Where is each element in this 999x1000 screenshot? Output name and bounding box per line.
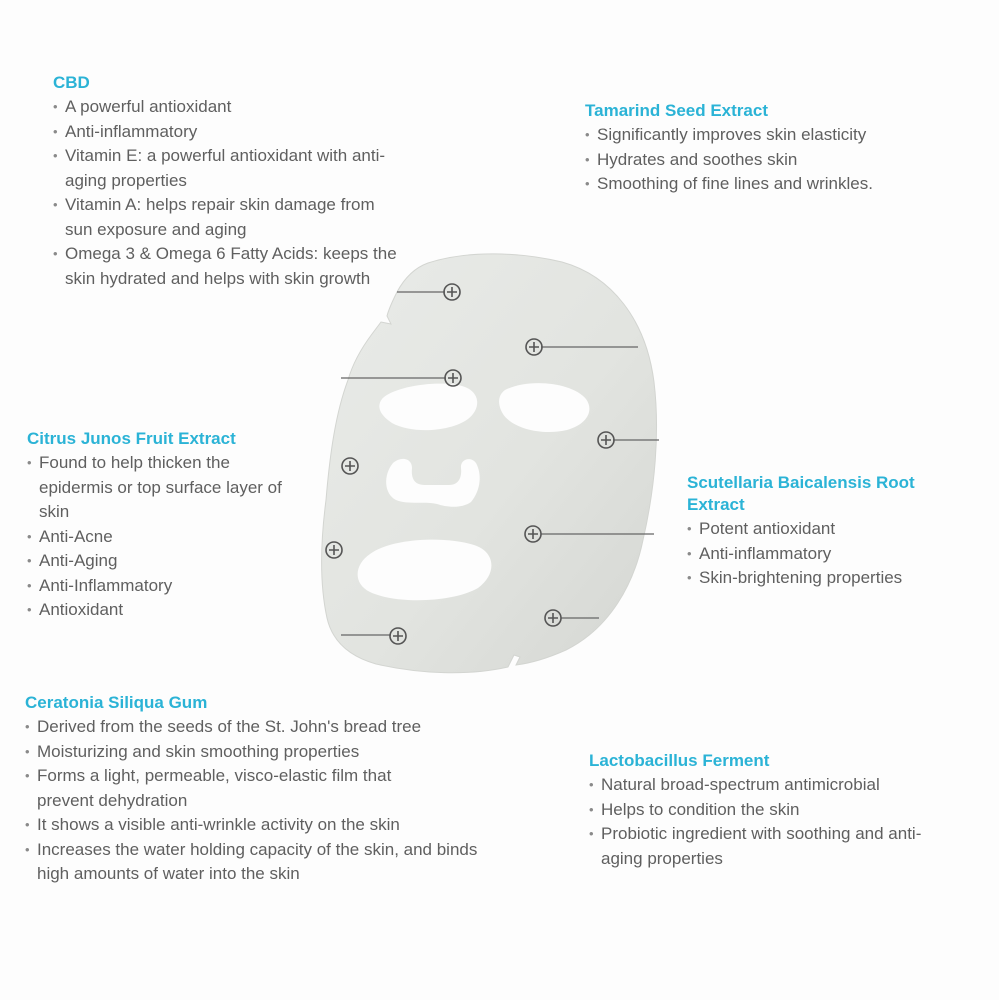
section-tamarind [585, 100, 985, 197]
list-item: • Found to help thicken the epidermis or top surface layer of skin [27, 451, 305, 525]
list-item: • Increases the water holding capacity of the skin, and binds high amounts of water into the skin [25, 838, 485, 887]
bullet-list [27, 451, 305, 623]
list-item: • Natural broad-spectrum antimicrobial [589, 773, 934, 798]
list-item: • Anti-inflammatory [53, 120, 398, 145]
list-item: • Omega 3 & Omega 6 Fatty Acids: keeps the skin hydrated and helps with skin growth [53, 242, 398, 291]
section-lactobacillus [589, 750, 934, 871]
list-item: • Vitamin E: a powerful antioxidant with anti-aging properties [53, 144, 398, 193]
section-citrus [27, 428, 305, 623]
list-item: • Anti-Acne [27, 525, 305, 550]
list-item: • A powerful antioxidant [53, 95, 398, 120]
section-title: Scutellaria Baicalensis Root Extract [687, 473, 915, 514]
list-item: • Hydrates and soothes skin [585, 148, 985, 173]
bullet-list [585, 123, 985, 197]
list-item: • Helps to condition the skin [589, 798, 934, 823]
section-scutellaria [687, 472, 947, 591]
list-item: • Anti-inflammatory [687, 542, 947, 567]
sheet-mask-shape [322, 254, 657, 673]
list-item: • Antioxidant [27, 598, 305, 623]
list-item: • Vitamin A: helps repair skin damage from sun exposure and aging [53, 193, 398, 242]
list-item: • Probiotic ingredient with soothing and anti-aging properties [589, 822, 934, 871]
section-title: CBD [53, 73, 90, 92]
bullet-list [25, 715, 485, 887]
list-item: • Forms a light, permeable, visco-elastic film that prevent dehydration [25, 764, 485, 813]
section-ceratonia [25, 692, 485, 887]
bullet-list [589, 773, 934, 871]
list-item: • Derived from the seeds of the St. John's bread tree [25, 715, 485, 740]
list-item: • Anti-Inflammatory [27, 574, 305, 599]
section-cbd [53, 72, 398, 291]
list-item: • It shows a visible anti-wrinkle activity on the skin [25, 813, 485, 838]
list-item: • Smoothing of fine lines and wrinkles. [585, 172, 985, 197]
section-title: Lactobacillus Ferment [589, 751, 770, 770]
bullet-list [53, 95, 398, 291]
section-title: Ceratonia Siliqua Gum [25, 693, 208, 712]
bullet-list [687, 517, 947, 591]
section-title: Citrus Junos Fruit Extract [27, 429, 236, 448]
list-item: • Skin-brightening properties [687, 566, 947, 591]
list-item: • Potent antioxidant [687, 517, 947, 542]
list-item: • Moisturizing and skin smoothing properties [25, 740, 485, 765]
section-title: Tamarind Seed Extract [585, 101, 768, 120]
list-item: • Anti-Aging [27, 549, 305, 574]
list-item: • Significantly improves skin elasticity [585, 123, 985, 148]
